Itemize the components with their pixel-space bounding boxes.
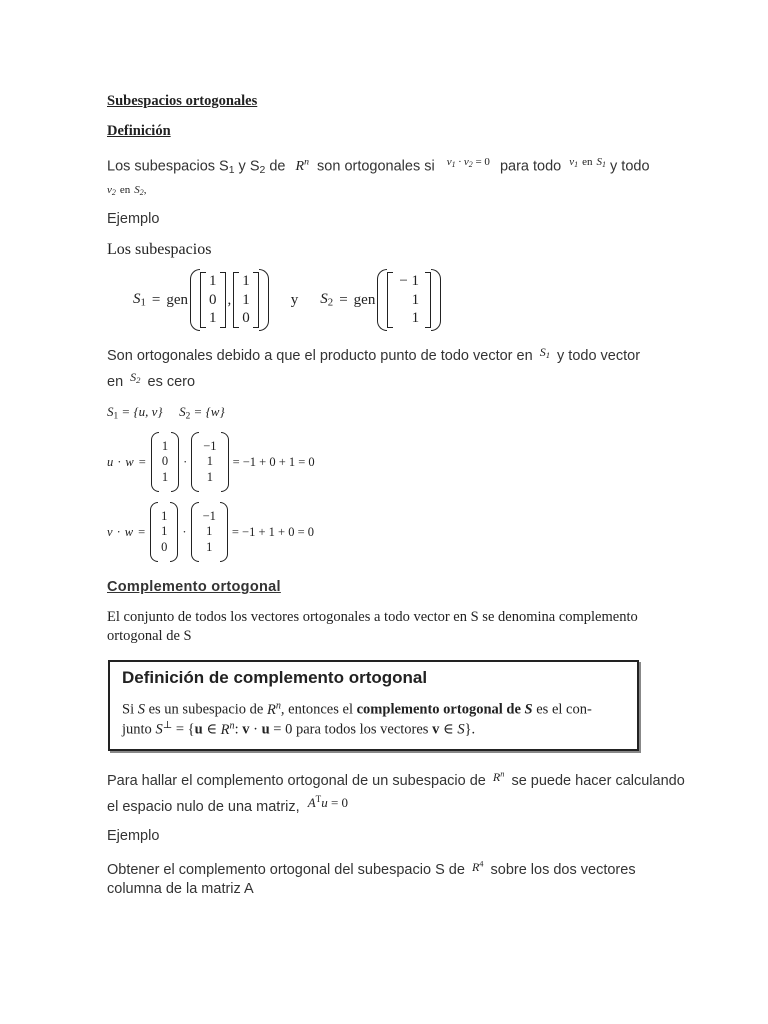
set-s2: = {w}	[193, 404, 225, 419]
def-text-part: y todo	[610, 158, 650, 175]
method-text: Para hallar el complemento ortogonal de un subespacio de	[107, 773, 486, 789]
exercise-text-line1: Obtener el complemento ortogonal del subespacio S de $^{R^4}$ sobre los dos vectores	[107, 859, 636, 878]
definition-box-title: Definición de complemento ortogonal	[122, 668, 428, 687]
definition-text-line2: $v_2$ en $S_2$,	[107, 184, 147, 197]
def-text-part: y S	[234, 158, 260, 175]
def-text-part: en	[119, 184, 131, 196]
s2-symbol: $S_2$	[320, 291, 334, 309]
def-text-part: Los subespacios S	[107, 158, 229, 175]
exercise-text: sobre los dos vectores	[490, 862, 636, 878]
definition-box	[108, 660, 639, 751]
v-dot-w-result: = −1 + 1 + 0 = 0	[231, 524, 314, 539]
complement-description-line1: El conjunto de todos los vectores ortogonales a todo vector en S se denomina complemento	[107, 609, 638, 625]
vector-w: −1 1 1	[191, 502, 228, 562]
vector-u: 1 0 1	[151, 432, 179, 492]
definition-box-line1: Si S es un subespacio de $R^n$, entonces el complemento ortogonal de S es el con-	[122, 700, 592, 718]
matrix-col-1: 1 0 1	[200, 272, 226, 328]
definition-heading: Definición	[107, 123, 171, 139]
example-label: Ejemplo	[107, 211, 160, 227]
definition-box-line2: junto S⊥ = {u ∈ $R^n$: v · u = 0 para todos los vectores v ∈ S}.	[122, 720, 476, 738]
set-s1: = {u, v}	[121, 404, 163, 419]
gen-label: gen	[166, 291, 189, 308]
u-dot-w-equation: u · w = 1 0 1 · −1 1 1 = −1 + 0 + 1 = 0	[107, 430, 315, 494]
method-text: el espacio nulo de una matriz,	[107, 799, 300, 815]
page-title: Subespacios ortogonales	[107, 93, 258, 109]
s2-span-matrix	[377, 269, 441, 331]
method-text: se puede hacer calculando	[511, 773, 685, 789]
explanation-text: es cero	[147, 374, 196, 390]
vector-w: −1 1 1	[191, 432, 228, 492]
set-definitions: $S_1 = \{u$, v} $S_2 = \{w\}$	[107, 404, 225, 422]
def-text-part: de	[265, 158, 286, 175]
complement-description-line2: ortogonal de S	[107, 628, 192, 644]
null-space-equation: $A^Tu = 0$	[307, 794, 349, 810]
complement-heading: Complemento ortogonal	[107, 579, 281, 595]
method-text-line2	[107, 794, 349, 815]
and-word: y	[290, 291, 299, 308]
matrix-col-3: − 1 1 1	[387, 272, 431, 328]
explanation-text: Son ortogonales debido a que el producto punto de todo vector en	[107, 348, 533, 364]
explanation-text: en	[107, 374, 124, 390]
method-text-line1: Para hallar el complemento ortogonal de un subespacio de $^{R^n}$ se puede hacer calculando	[107, 769, 685, 789]
orthogonal-explanation: Son ortogonales debido a que el producto punto de todo vector en $^{S_1}$ y todo vector	[107, 345, 641, 364]
u-dot-w-result: = −1 + 0 + 1 = 0	[232, 454, 315, 469]
def-text-part: en	[582, 156, 593, 169]
matrix-col-2: 1 1 0	[233, 272, 259, 328]
dot-product-formula: v1 · v2 = 0	[446, 156, 490, 170]
subspaces-intro: Los subespacios	[107, 241, 212, 258]
rn-symbol: $R^n$	[295, 157, 309, 175]
s1-symbol: $S_1$	[133, 291, 146, 309]
explanation-text: y todo vector	[557, 348, 641, 364]
gen-label: gen	[353, 291, 376, 308]
vector-v: 1 1 0	[150, 502, 178, 562]
s1-span-matrix: 1 0 1 , 1 1 0	[190, 269, 269, 331]
definition-text: Los subespacios $S_1$ y $S_2$ de $R^n$ son ortogonales si $^{v_1 \cdot v_2 = 0}$ para todo $^{v_1}$ $^{en}$ $^{S_1}$ y todo	[107, 156, 650, 176]
exercise-text: Obtener el complemento ortogonal del subespacio S de	[107, 862, 465, 878]
def-text-part: son ortogonales si	[317, 158, 435, 175]
v-dot-w-equation: v · w = 1 1 0 · −1 1 1 = −1 + 1 + 0 = 0	[107, 500, 314, 564]
exercise-text-line2: columna de la matriz A	[107, 881, 254, 897]
example-label-2: Ejemplo	[107, 828, 160, 844]
subspace-definitions: $S_1$ = gen 1 0 1 , 1 1 0 y $S_2$ = gen − 1 1 1	[133, 266, 441, 334]
def-text-part: para todo	[499, 158, 562, 175]
orthogonal-explanation-line2: en $^{S_2}$ es cero	[107, 370, 196, 390]
